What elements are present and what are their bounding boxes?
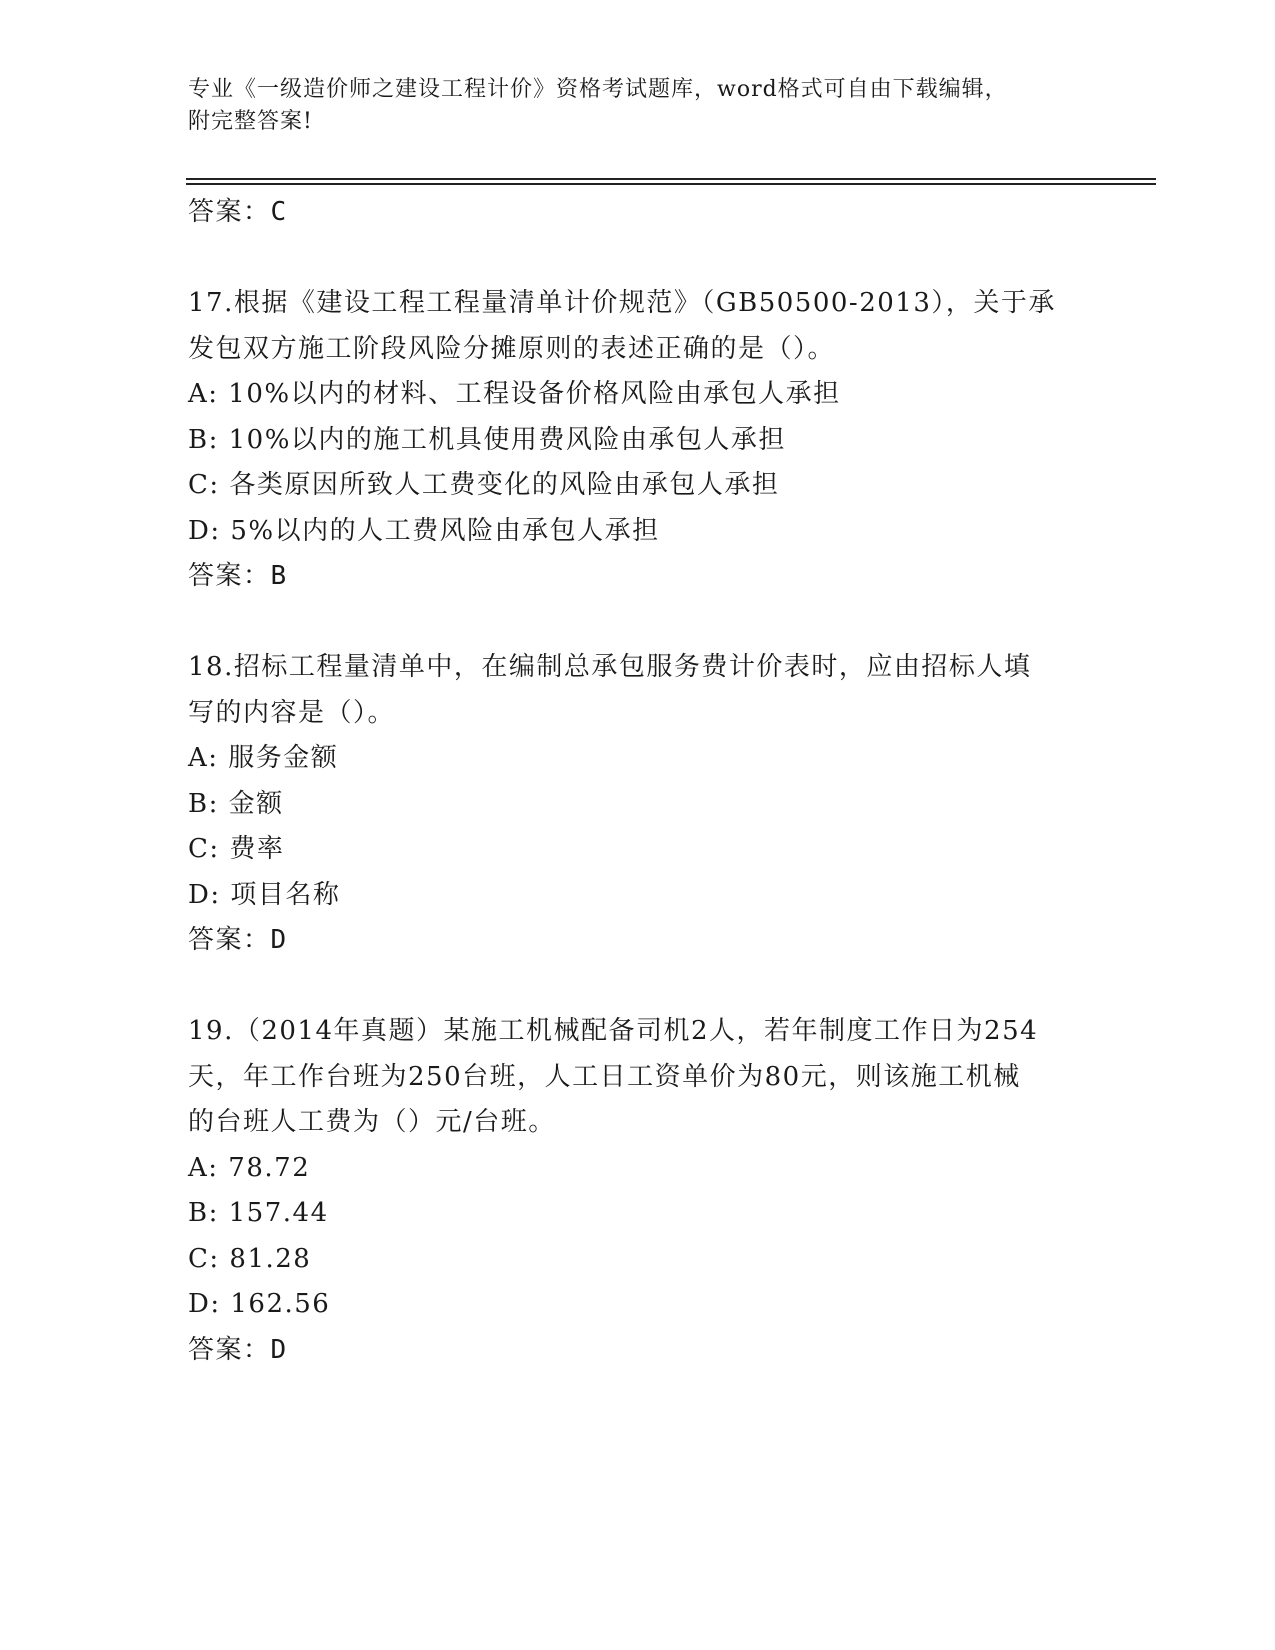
question-text-line: 写的内容是（）。 (188, 697, 396, 728)
option-b: B: 10%以内的施工机具使用费风险由承包人承担 (188, 424, 786, 455)
option-c: C: 81.28 (188, 1243, 312, 1274)
question-18 (188, 645, 1088, 964)
question-text-line: 的台班人工费为（）元/台班。 (188, 1107, 556, 1137)
option-c: C: 费率 (188, 834, 285, 864)
option-a: A: 服务金额 (188, 743, 339, 773)
question-text-line: 天，年工作台班为250台班，人工日工资单价为80元，则该施工机械 (188, 1061, 1021, 1092)
question-text-line: 19.（2014年真题）某施工机械配备司机2人，若年制度工作日为254 (188, 1016, 1039, 1046)
answer: 答案：B (188, 561, 288, 591)
option-b: B: 金额 (188, 788, 284, 819)
answer: 答案：D (188, 925, 288, 955)
header-line-2: 附完整答案! (188, 109, 313, 134)
option-d: D: 162.56 (188, 1289, 331, 1319)
option-a: A: 10%以内的材料、工程设备价格风险由承包人承担 (188, 379, 841, 409)
page-header (188, 74, 1088, 138)
option-a: A: 78.72 (188, 1152, 311, 1183)
option-b: B: 157.44 (188, 1198, 329, 1228)
answer: 答案：D (188, 1334, 288, 1365)
header-line-1: 专业《一级造价师之建设工程计价》资格考试题库，word格式可自由下载编辑， (188, 77, 1008, 102)
question-text-line: 17.根据《建设工程工程量清单计价规范》（GB50500-2013），关于承 (188, 288, 1056, 318)
option-c: C: 各类原因所致人工费变化的风险由承包人承担 (188, 470, 780, 500)
document-body (188, 190, 1088, 1373)
question-17 (188, 281, 1088, 600)
option-d: D: 5%以内的人工费风险由承包人承担 (188, 515, 660, 546)
question-text-line: 18.招标工程量清单中，在编制总承包服务费计价表时，应由招标人填 (188, 652, 1032, 682)
question-19 (188, 1009, 1088, 1373)
header-divider (186, 178, 1156, 185)
question-text-line: 发包双方施工阶段风险分摊原则的表述正确的是（）。 (188, 333, 836, 364)
previous-answer: 答案：C (188, 197, 288, 227)
option-d: D: 项目名称 (188, 879, 341, 910)
